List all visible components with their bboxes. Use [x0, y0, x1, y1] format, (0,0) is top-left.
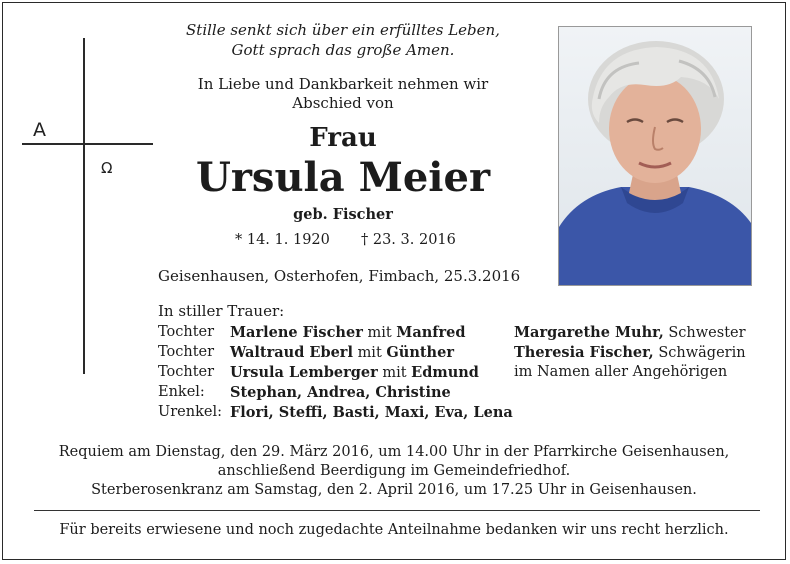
- requiem-line: Requiem am Dienstag, den 29. März 2016, um 14.00 Uhr in der Pfarrkirche Geisenhausen,: [58, 444, 730, 460]
- mourner-name: Marlene Fischer: [230, 324, 363, 341]
- relative-role: im Namen aller Angehörigen: [514, 364, 728, 380]
- mourners-table: [158, 323, 513, 423]
- requiem-line: Sterberosenkranz am Samstag, den 2. April 2016, um 17.25 Uhr in Geisenhausen.: [91, 482, 697, 498]
- mourner-partner: Edmund: [411, 364, 479, 381]
- deceased-name: Ursula Meier: [195, 154, 491, 201]
- mourner-joiner: mit: [357, 345, 382, 361]
- mourner-name: Flori, Steffi, Basti, Maxi, Eva, Lena: [230, 404, 513, 421]
- verse-line: Stille senkt sich über ein erfülltes Leben,: [186, 21, 500, 39]
- mourner-relation: Tochter: [158, 364, 215, 380]
- mourner-row: [158, 363, 513, 383]
- omega-symbol: Ω: [101, 159, 113, 177]
- relative-name: Margarethe Muhr,: [514, 324, 664, 341]
- mourner-relation: Tochter: [158, 324, 215, 340]
- relative-row: [514, 363, 746, 382]
- mourner-name: Ursula Lemberger: [230, 364, 378, 381]
- mourner-row: [158, 323, 513, 343]
- birth-date: * 14. 1. 1920: [235, 232, 330, 248]
- divider: [34, 510, 760, 511]
- portrait-photo: [558, 26, 752, 286]
- relative-role: Schwester: [668, 325, 746, 341]
- maiden-name: geb. Fischer: [293, 206, 393, 223]
- relative-name: Theresia Fischer,: [514, 344, 654, 361]
- mourner-joiner: mit: [367, 325, 392, 341]
- mourner-row: [158, 343, 513, 363]
- intro-text: [143, 75, 543, 113]
- mourner-relation: Tochter: [158, 344, 215, 360]
- relative-row: [514, 343, 746, 363]
- relatives-list: [514, 323, 746, 382]
- intro-line: Abschied von: [292, 94, 394, 112]
- mourner-relation: Urenkel:: [158, 404, 222, 420]
- mourner-row: [158, 383, 513, 403]
- verse: [143, 20, 543, 60]
- mourner-partner: Günther: [386, 344, 454, 361]
- mourner-relation: Enkel:: [158, 384, 205, 400]
- requiem-line: anschließend Beerdigung im Gemeindefriedhof.: [217, 463, 571, 479]
- mourning-heading: In stiller Trauer:: [158, 302, 285, 320]
- mourner-name: Stephan, Andrea, Christine: [230, 384, 451, 401]
- relative-role: Schwägerin: [658, 345, 746, 361]
- mourner-joiner: mit: [382, 365, 407, 381]
- alpha-symbol: A: [33, 119, 46, 141]
- mourner-name: Waltraud Eberl: [230, 344, 353, 361]
- salutation: Frau: [309, 123, 377, 153]
- intro-line: In Liebe und Dankbarkeit nehmen wir: [197, 75, 489, 93]
- requiem-info: [11, 443, 777, 500]
- death-date: † 23. 3. 2016: [361, 232, 456, 248]
- obituary-card: [2, 2, 786, 560]
- thanks-text: Für bereits erwiesene und noch zugedachte Anteilnahme bedanken wir uns recht herzlich.: [59, 522, 729, 538]
- relative-row: [514, 323, 746, 343]
- place-date: Geisenhausen, Osterhofen, Fimbach, 25.3.2016: [158, 267, 521, 285]
- mourner-partner: Manfred: [396, 324, 466, 341]
- verse-line: Gott sprach das große Amen.: [231, 41, 455, 59]
- mourner-row: [158, 403, 513, 423]
